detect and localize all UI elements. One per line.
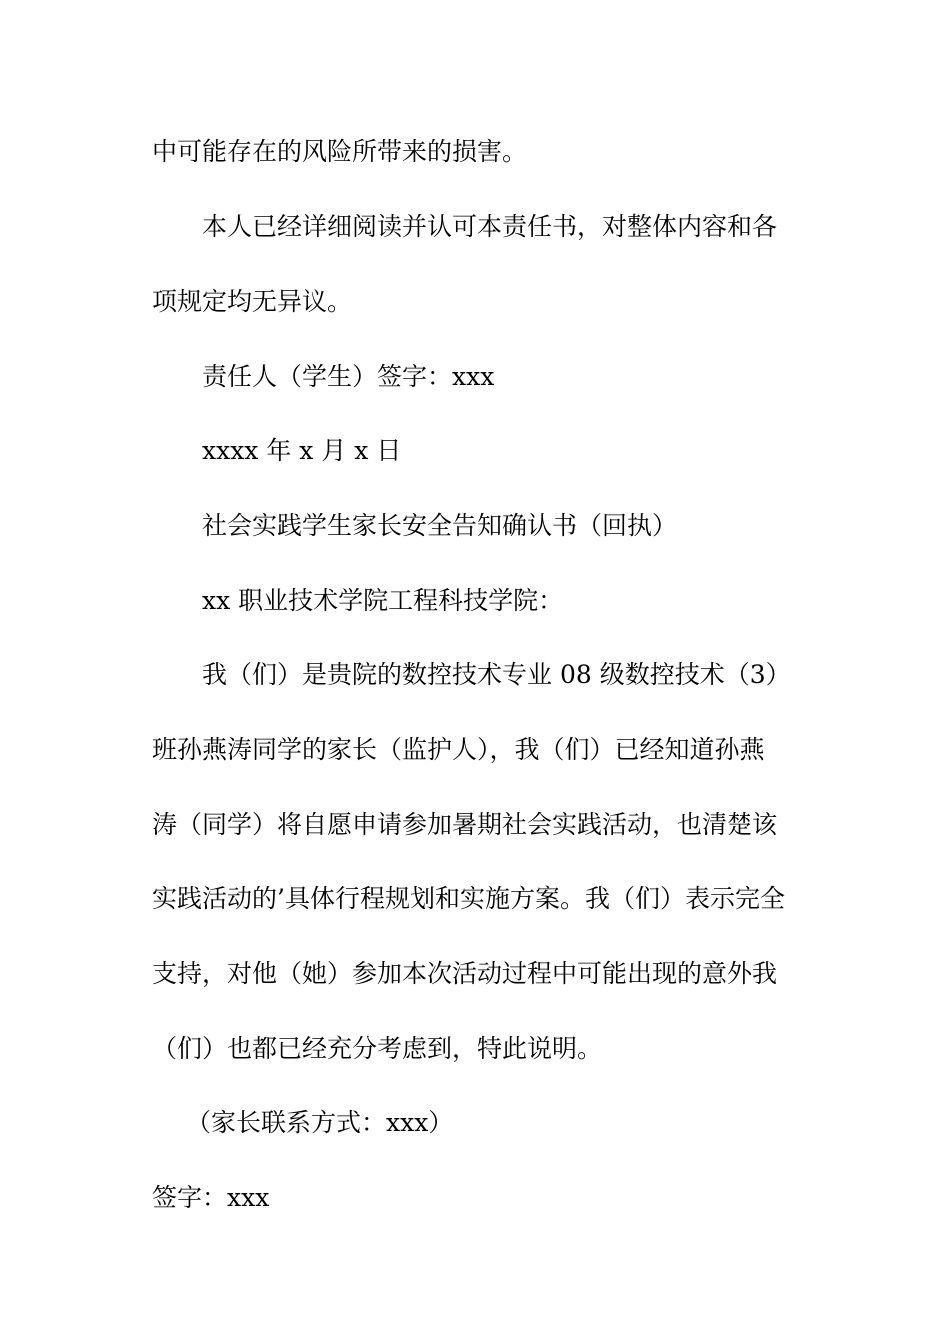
parent-contact-line: （家长联系方式：xxx）	[186, 1108, 454, 1137]
paragraph-line-6: （们）也都已经充分考虑到，特此说明。	[152, 1034, 603, 1063]
text-line-read-confirm: 本人已经详细阅读并认可本责任书，对整体内容和各	[202, 212, 778, 241]
section-title: 社会实践学生家长安全告知确认书（回执）	[202, 511, 678, 540]
paragraph-line-1: 我（们）是贵院的数控技术专业 08 级数控技术（3）	[202, 660, 791, 689]
text-line-no-objection: 项规定均无异议。	[152, 287, 353, 316]
text-line-risk-damage: 中可能存在的风险所带来的损害。	[152, 137, 528, 166]
parent-signature-line: 签字：xxx	[152, 1183, 270, 1212]
paragraph-line-2: 班孙燕涛同学的家长（监护人），我（们）已经知道孙燕	[152, 735, 765, 764]
addressee-line: xx 职业技术学院工程科技学院：	[202, 586, 564, 615]
date-line: xxxx 年 x 月 x 日	[202, 436, 402, 465]
paragraph-line-4: 实践活动的’具体行程规划和实施方案。我（们）表示完全	[152, 884, 785, 913]
paragraph-line-3: 涛（同学）将自愿申请参加暑期社会实践活动，也清楚该	[152, 810, 778, 839]
student-signature-line: 责任人（学生）签字：xxx	[202, 362, 495, 391]
paragraph-line-5: 支持，对他（她）参加本次活动过程中可能出现的意外我	[152, 959, 778, 988]
